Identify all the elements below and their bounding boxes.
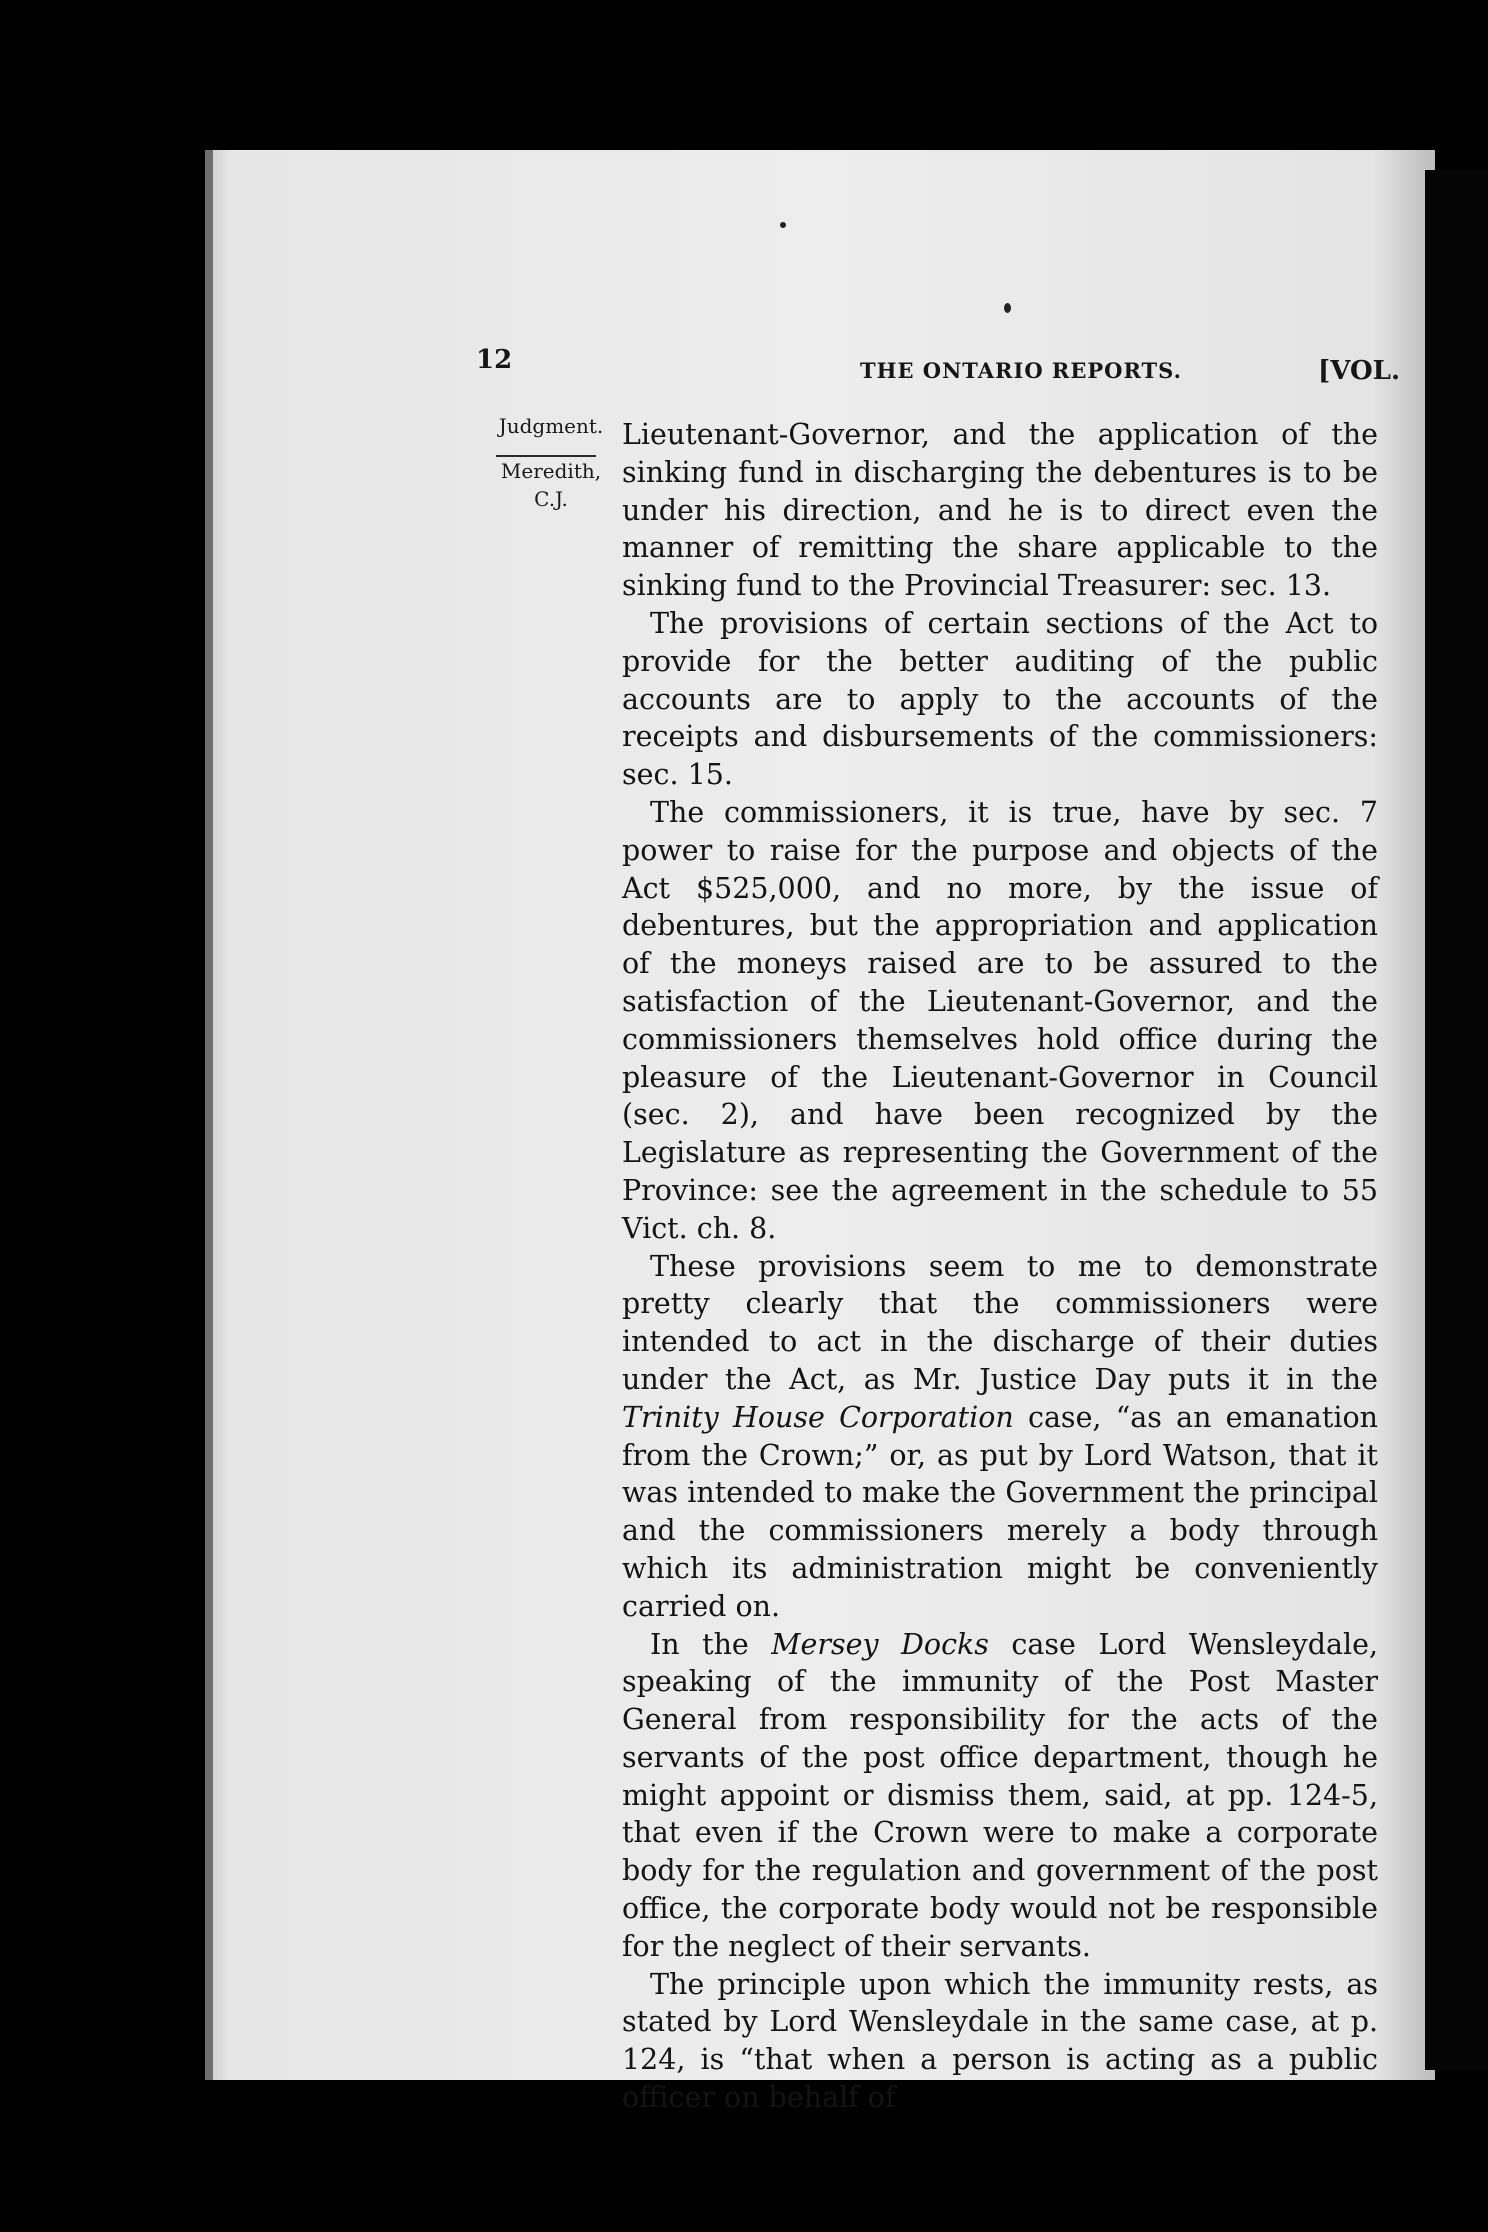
ink-speck — [1004, 303, 1011, 313]
paragraph-5-text-b: case Lord Wensleydale, speaking of the immunity of the Post Master General from responsibility for the acts of the servants of the post office department, though he might appoint or dismiss them, said, at pp. 124-5, that even if the Crown were to make a corporate body for the regulation and government of the post office, the corporate body would not be responsible for the neglect of their servants. — [622, 1627, 1379, 1963]
paragraph-4 — [622, 1248, 1378, 1626]
page-shadow — [1425, 170, 1488, 2070]
margin-judge-title: C.J. — [534, 487, 568, 511]
paragraph-6: The principle upon which the immunity rests, as stated by Lord Wensleydale in the same case, at p. 124, is “that when a person is acting as a public officer on behalf of — [622, 1967, 1378, 2115]
margin-judge — [478, 457, 624, 513]
paragraph-4-text-a: These provisions seem to me to demonstrate pretty clearly that the commissioners were intended to act in the discharge of their duties under the Act, as Mr. Justice Day puts it in the — [622, 1249, 1378, 1396]
paragraph-5 — [622, 1626, 1378, 1966]
judgment-body — [622, 416, 1378, 2117]
margin-section-label: Judgment. — [498, 414, 604, 438]
paragraph-5-text-a: In the — [650, 1627, 772, 1661]
paragraph-4-text-b: case, “as an emanation from the Crown;” or, as put by Lord Watson, that it was intended to make the Government the principal and the commissioners merely a body through which its administration might be conveniently carried on. — [622, 1400, 1378, 1623]
ink-speck — [780, 222, 786, 228]
page-number: 12 — [476, 345, 513, 375]
volume-label: [VOL. — [1318, 356, 1400, 386]
running-head: THE ONTARIO REPORTS. — [860, 358, 1182, 383]
case-name-mersey-docks: Mersey Docks — [771, 1627, 989, 1661]
paragraph-1: Lieutenant-Governor, and the application of the sinking fund in discharging the debentures is to be under his direction, and he is to direct even the manner of remitting the share applicable to the sinking fund to the Provincial Treasurer: sec. 13. — [622, 418, 1378, 603]
margin-judge-name: Meredith, — [500, 459, 602, 483]
paragraph-2: The provisions of certain sections of the Act to provide for the better auditing of the public accounts are to apply to the accounts of the receipts and disbursements of the commissioners: sec. 15. — [622, 606, 1378, 792]
page-binding-edge — [205, 150, 213, 2080]
case-name-trinity-house: Trinity House Corporation — [622, 1400, 1014, 1434]
paragraph-3: The commissioners, it is true, have by sec. 7 power to raise for the purpose and objects of the Act $525,000, and no more, by the issue of debentures, but the appropriation and application of the moneys raised are to be assured to the satisfaction of the Lieutenant-Governor, and the commissioners themselves hold office during the pleasure of the Lieutenant-Governor in Council (sec. 2), and have been recognized by the Legislature as representing the Government of the Province: see the agreement in the schedule to 55 Vict. ch. 8. — [622, 795, 1378, 1245]
